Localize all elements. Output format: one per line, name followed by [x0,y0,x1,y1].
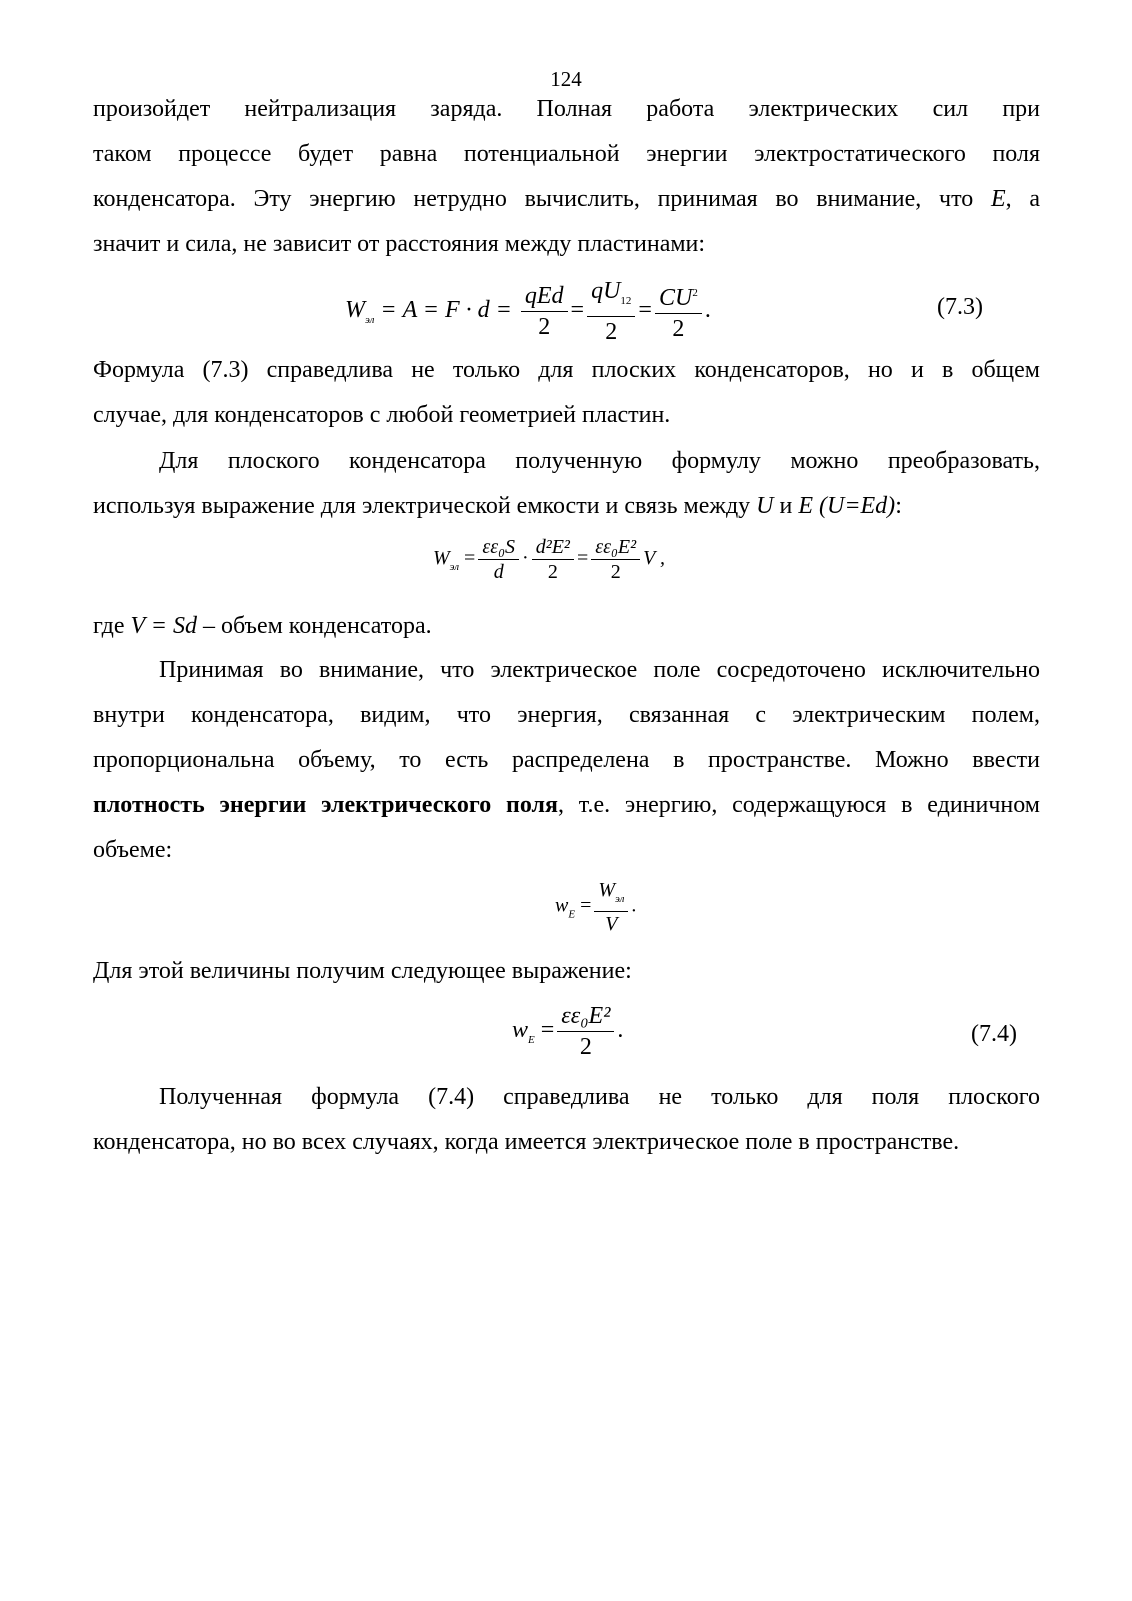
paragraph-line: таком процессе будет равна потенциальной энергии электростатического поля [93,141,1040,167]
symbol-E: E [990,186,1006,212]
equation-7-4: $w_E$ = $\frac{\text{εε₀E²}}{2}$ . [512,1003,624,1060]
paragraph-line: объеме: [93,837,173,863]
equation-number: (7.3) [937,294,983,320]
paragraph-line: используя выражение для электрической емкости и связь между U и E (U=Ed): [93,493,902,519]
paragraph-line: Полученная формула (7.4) справедлива не только для поля плоского [159,1084,1040,1110]
paragraph-line: где V = Sd – объем конденсатора. [93,613,432,639]
paragraph-line: произойдет нейтрализация заряда. Полная работа электрических сил при [93,96,1040,122]
equation-capacitor-energy: $W_{эл}$ = $\frac{\text{εε₀S}}{d}$ · $\frac{\text{d²E²}}{2}$ = $\frac{\text{εε₀E²}}{2}$ V , [433,536,666,583]
paragraph-line: конденсатора, но во всех случаях, когда имеется электрическое поле в пространстве. [93,1129,960,1155]
paragraph-line: случае, для конденсаторов с любой геометрией пластин. [93,402,671,428]
fraction: $\frac{W_{эл}}{V}$ [594,878,628,936]
equation-energy-density-def: $w_E$ = $\frac{W_{эл}}{V}$ . [555,879,637,935]
paragraph-line: конденсатора. Эту энергию нетрудно вычислить, принимая во внимание, что E, а [93,186,1041,212]
equation-7-3: $W_{эл} = A = F \cdot d$ = $\frac{\text{qEd}}{2}$ = $\frac{qU_{12}}{2}$ = $\frac{CU^2}{2}$ . [345,278,711,345]
fraction: $\frac{\text{εε₀S}}{d}$ [478,535,519,584]
paragraph-line: Принимая во внимание, что электрическое поле сосредоточено исключительно [159,657,1040,683]
page-number: 124 [550,67,582,91]
paragraph-line: значит и сила, не зависит от расстояния между пластинами: [93,231,706,257]
paragraph-line: пропорциональна объему, то есть распределена в пространстве. Можно ввести [93,747,1040,773]
fraction: $\frac{CU^2}{2}$ [655,278,702,344]
paragraph-line: внутри конденсатора, видим, что энергия, связанная с электрическим полем, [93,702,1040,728]
fraction: $\frac{qU_{12}}{2}$ [587,276,635,347]
fraction: $\frac{\text{d²E²}}{2}$ [532,535,574,584]
paragraph-line: Для плоского конденсатора полученную формулу можно преобразовать, [159,448,1040,474]
fraction: $\frac{\text{εε₀E²}}{2}$ [591,535,640,584]
paragraph-line: Формула (7.3) справедлива не только для плоских конденсаторов, но и в общем [93,357,1040,383]
paragraph-line: плотность энергии электрического поля, т.е. энергию, содержащуюся в единичном [93,792,1040,818]
equation-number: (7.4) [971,1021,1017,1047]
bold-term: плотность энергии электрического поля [93,792,558,818]
fraction: $\frac{\text{qEd}}{2}$ [521,281,568,342]
fraction: $\frac{\text{εε₀E²}}{2}$ [557,1001,614,1062]
paragraph-line: Для этой величины получим следующее выражение: [93,958,632,984]
